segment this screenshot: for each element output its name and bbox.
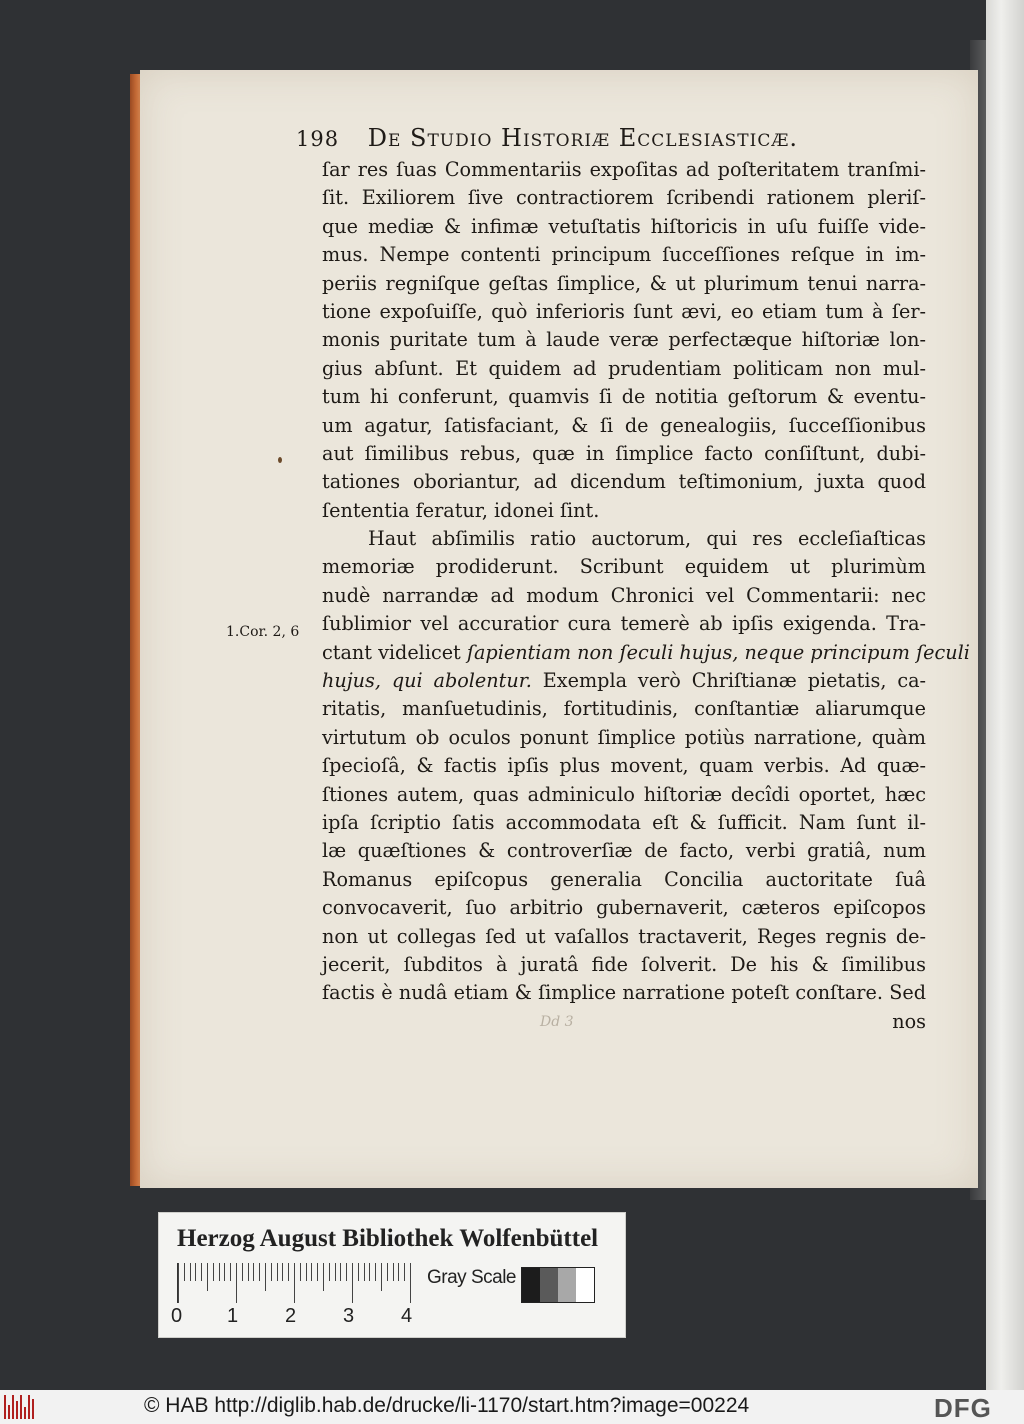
text-line: ſublimior vel accuratior cura temerè ab ipſis exigenda. Tra- <box>322 612 926 636</box>
text-line: ritatis, manſuetudinis, fortitudinis, conſtantiæ aliarumque <box>322 697 926 721</box>
text-line: que mediæ & infimæ vetuſtatis hiſtoricis in uſu fuiſſe vide- <box>322 214 926 238</box>
text-line-italic <box>322 639 970 667</box>
text-line: tione expoſuiſſe, quò inferioris ſunt ævi, eo etiam tum à ſer- <box>322 299 926 323</box>
logo-bar <box>8 1405 10 1419</box>
logo-bar <box>4 1395 6 1419</box>
ruler-tick <box>265 1263 266 1291</box>
ruler-tick <box>277 1263 278 1281</box>
text-line: ſententia feratur, idonei ſint. <box>322 498 600 522</box>
gray-scale-label: Gray Scale <box>427 1267 516 1288</box>
logo-bar <box>20 1395 22 1419</box>
ruler-number: 1 <box>227 1305 239 1327</box>
ruler-tick <box>317 1263 318 1281</box>
page-header <box>296 124 856 160</box>
text-line: non ut collegas ſed ut vaſallos tractaverit, Reges regnis de- <box>322 924 926 948</box>
ruler-tick <box>404 1263 405 1281</box>
ruler-tick <box>393 1263 394 1281</box>
text-line: factis è nudâ etiam & ſimplice narratione poteſt conſtare. Sed <box>322 981 926 1005</box>
ruler-tick <box>288 1263 289 1281</box>
ruler-tick <box>207 1263 208 1291</box>
logo-bar <box>16 1401 18 1419</box>
hab-logo-icon <box>4 1395 42 1419</box>
text-line: læ quæſtiones & controverſiæ de facto, verbi gratiâ, num <box>322 839 926 863</box>
ruler-tick <box>375 1263 376 1281</box>
dfg-logo: DFG <box>934 1393 992 1423</box>
ruler-tick <box>294 1263 295 1303</box>
text-line: aut ſimilibus rebus, quæ in ſimplice facto conſiſtunt, dubi- <box>322 441 926 465</box>
ruler-tick <box>190 1263 191 1281</box>
ruler-tick <box>335 1263 336 1281</box>
ruler-tick <box>259 1263 260 1281</box>
ruler-tick <box>201 1263 202 1281</box>
gray-swatch <box>576 1268 594 1302</box>
text-line: ſit. Exiliorem ſive contractiorem ſcribendi rationem pleriſ- <box>322 186 926 210</box>
ruler-tick <box>311 1263 312 1281</box>
ruler-number: 3 <box>343 1305 355 1327</box>
ruler-tick <box>364 1263 365 1281</box>
ruler-tick <box>323 1263 324 1291</box>
ruler-tick <box>230 1263 231 1281</box>
body-text <box>322 156 970 1036</box>
ruler-tick <box>300 1263 301 1281</box>
logo-bar <box>12 1395 14 1419</box>
text-line: virtutum ob oculos ponunt ſimplice potiùs narratione, quàm <box>322 725 926 749</box>
ruler-tick <box>224 1263 225 1281</box>
text-line: tationes oboriantur, ad dicendum teſtimonium, juxta quod <box>322 470 926 494</box>
ruler-tick <box>219 1263 220 1281</box>
ruler-tick <box>329 1263 330 1281</box>
ruler-tick <box>306 1263 307 1281</box>
text-line: gius abſunt. Et quidem ad prudentiam politicam non mul- <box>322 356 926 380</box>
ruler-tick <box>398 1263 399 1281</box>
text-line: Haut abſimilis ratio auctorum, qui res eccleſiaſticas <box>368 527 926 551</box>
text-line: mus. Nempe contenti principum ſucceſſiones reſque in im- <box>322 243 926 267</box>
text-line: convocaverit, ſuo arbitrio gubernaverit, cæteros epiſcopos <box>322 896 926 920</box>
scripture-quote: ſapientiam non ſeculi hujus, neque principum ſeculi <box>466 640 970 664</box>
ruler-tick <box>387 1263 388 1281</box>
text-segment: Exempla verò Chriſtianæ pietatis, ca- <box>531 669 927 693</box>
page-holder-strip <box>986 0 1024 1390</box>
ruler-tick <box>381 1263 382 1291</box>
margin-note: 1.Cor. 2, 6 <box>226 624 300 640</box>
ruler-number: 2 <box>285 1305 297 1327</box>
ruler-numbers <box>171 1305 431 1329</box>
text-line: jecerit, ſubditos à juratâ fide ſolverit. De his & ſimilibus <box>322 952 926 976</box>
text-line: memoriæ prodiderunt. Scribunt equidem ut plurimùm <box>322 555 926 579</box>
ruler-tick <box>358 1263 359 1281</box>
text-line-italic <box>322 667 926 695</box>
running-title: De Studio Historiæ Ecclesiasticæ. <box>367 124 798 152</box>
ruler-tick <box>236 1263 237 1303</box>
ruler-tick <box>178 1263 179 1303</box>
text-line: um agatur, ſatisfaciant, & ſi de genealogiis, ſucceſſionibus <box>322 413 926 437</box>
text-line: periis regniſque geſtas ſimplice, & ut plurimum tenui narra- <box>322 271 926 295</box>
ruler-tick <box>271 1263 272 1281</box>
text-line: ſpecioſâ, & factis ipſis plus movent, quam verbis. Ad quæ- <box>322 754 926 778</box>
text-line: monis puritate tum à laude veræ perfectæque hiſtoriæ lon- <box>322 328 926 352</box>
ruler-tick <box>195 1263 196 1281</box>
ruler-tick <box>346 1263 347 1281</box>
ruler-number: 4 <box>401 1305 413 1327</box>
text-line: ſtiones autem, quas adminiculo hiſtoriæ decîdi oportet, hæc <box>322 782 926 806</box>
library-name: Herzog August Bibliothek Wolfenbüttel <box>177 1225 599 1252</box>
scale-card <box>158 1212 626 1338</box>
gray-swatch <box>558 1268 576 1302</box>
ruler-number: 0 <box>171 1305 183 1327</box>
ruler-tick <box>248 1263 249 1281</box>
logo-bar <box>24 1407 26 1419</box>
ruler-tick <box>369 1263 370 1281</box>
ruler-tick <box>213 1263 214 1281</box>
catchword: nos <box>892 1009 926 1033</box>
ruler-tick <box>242 1263 243 1281</box>
text-line: Romanus epiſcopus generalia Concilia auctoritate ſuâ <box>322 867 926 891</box>
ruler-tick <box>352 1263 353 1303</box>
footer-copyright-url[interactable]: © HAB http://diglib.hab.de/drucke/li-1170/start.htm?image=00224 <box>144 1394 750 1417</box>
ruler-tick <box>184 1263 185 1281</box>
ruler-tick <box>282 1263 283 1281</box>
page-number: 198 <box>296 127 340 151</box>
ink-spot <box>278 457 282 463</box>
text-line: ſar res ſuas Commentariis expoſitas ad poſteritatem tranſmi- <box>322 158 926 181</box>
ruler-tick <box>410 1263 411 1303</box>
logo-bar <box>28 1395 30 1419</box>
text-segment: ctant videlicet <box>322 640 467 664</box>
gray-swatch <box>540 1268 558 1302</box>
text-line: tum hi conferunt, quamvis ſi de notitia geſtorum & eventu- <box>322 385 926 409</box>
footer-bar <box>0 1390 1024 1424</box>
scripture-quote: hujus, qui abolentur. <box>322 669 532 693</box>
ruler-tick <box>253 1263 254 1281</box>
signature-mark: Dd 3 <box>540 1014 574 1030</box>
text-line: ipſa ſcriptio ſatis accommodata eſt & ſufficit. Nam ſunt il- <box>322 810 926 834</box>
logo-bar <box>32 1399 34 1419</box>
centimeter-ruler <box>177 1263 410 1303</box>
gray-swatch <box>522 1268 540 1302</box>
ruler-tick <box>340 1263 341 1281</box>
gray-scale-swatches <box>521 1267 595 1303</box>
text-line: nudè narrandæ ad modum Chronici vel Commentarii: nec <box>322 583 926 607</box>
